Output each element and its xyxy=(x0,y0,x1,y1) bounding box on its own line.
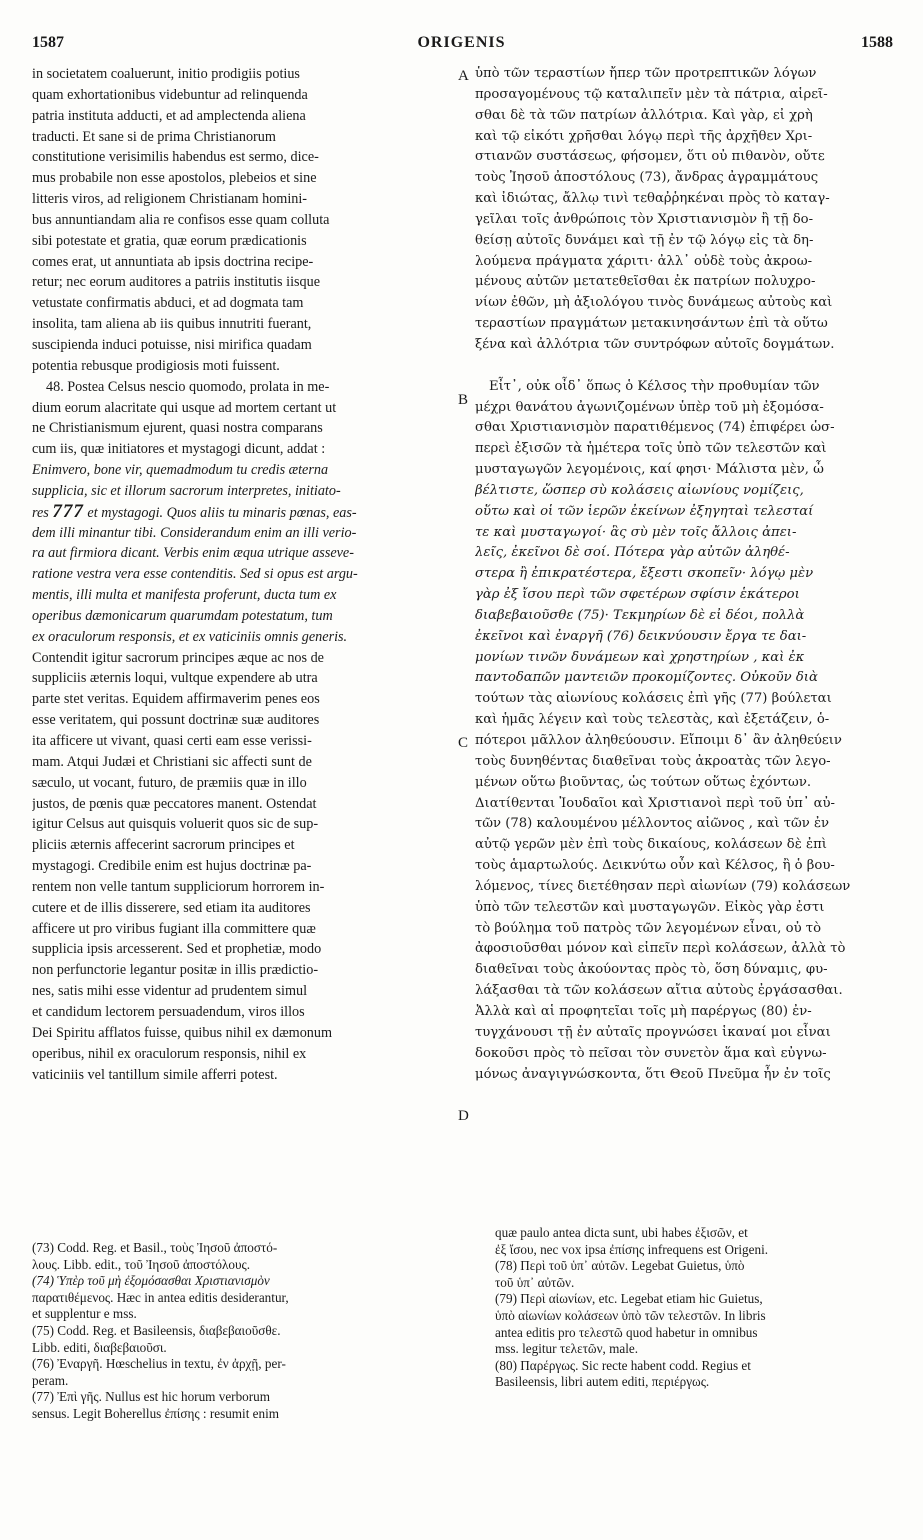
latin-line: parte stet veritas. Equidem affirmaverim penes eos xyxy=(32,691,320,708)
greek-italic-line: μονίων τινῶν δυνάμεων καὶ χρηστηρίων , καὶ ἐκ xyxy=(475,649,805,665)
greek-column xyxy=(475,64,895,1085)
footnote-line: sensus. Legit Boherellus ἐπίσης : resumit enim xyxy=(32,1405,280,1421)
latin-line: et candidum lectorem persuadendum, viros illos xyxy=(32,1003,305,1020)
latin-line: mystagogi. Credibile enim est hujus doctrinæ pa- xyxy=(32,858,312,875)
greek-italic-line: γὰρ ἐξ ἴσου περὶ τῶν σφετέρων σφίσιν ἑκάτεροι xyxy=(475,587,800,603)
footnote-line: Basileensis, libri autem editi, περιέργως. xyxy=(495,1374,710,1390)
greek-line: ξένα καὶ ἀλλότρια τῶν συντρόφων αὐτοῖς δογμάτων. xyxy=(475,336,835,352)
greek-italic-line: στερα ἢ ἐπικρατέστερα, ἔξεστι σκοπεῖν· λόγῳ μὲν xyxy=(475,566,814,582)
footnote-line: (78) Περὶ τοῦ ὑπ᾽ αὐτῶν. Legebat Guietus, ὑπὸ xyxy=(495,1258,745,1274)
greek-line: Εἶτ᾽, οὐκ οἶδ᾽ ὅπως ὁ Κέλσος τὴν προθυμίαν τῶν xyxy=(489,378,820,394)
footnote-line: παρατιθέμενος. Hæc in antea editis desiderantur, xyxy=(32,1289,289,1305)
footnote-line: antea editis pro τελεστῶ quod habetur in omnibus xyxy=(495,1324,758,1340)
latin-word: res xyxy=(32,504,49,521)
latin-line: litteris viros, ad religionem Christianam homini- xyxy=(32,191,308,208)
latin-line: pliciis æternis affecerint sacrorum principes et xyxy=(32,837,295,854)
latin-line: igitur Celsus aut quisquis voluerit quos sic de sup- xyxy=(32,816,319,833)
greek-line: Διατίθενται Ἰουδαῖοι καὶ Χριστιανοὶ περὶ τοῦ ὑπ᾽ αὐ- xyxy=(475,795,835,811)
greek-line: ὑπὸ τῶν τελεστῶν καὶ μυσταγωγῶν. Εἰκὸς γὰρ ἐστι xyxy=(475,899,825,915)
latin-line: quam exhortationibus videbuntur ad relinquenda xyxy=(32,86,308,103)
greek-line: καὶ ἡμᾶς λέγειν καὶ τοὺς τελεστὰς, καὶ ἐξετάζειν, ὁ- xyxy=(475,712,830,728)
latin-line: non perfunctorie legantur positæ in illis prædictio- xyxy=(32,962,319,979)
latin-line: mam. Atqui Judæi et Christiani sic affecti sunt de xyxy=(32,753,312,770)
latin-line: vetustate confirmatis abduci, et ad dogmata tam xyxy=(32,295,304,312)
footnote-line: (75) Codd. Reg. et Basileensis, διαβεβαιοῦσθε. xyxy=(32,1322,281,1338)
section-marker-c: C xyxy=(458,735,469,751)
greek-spacer xyxy=(475,356,895,377)
greek-italic-line: βέλτιστε, ὥσπερ σὺ κολάσεις αἰωνίους νομίζεις, xyxy=(475,482,804,498)
section-marker-d: D xyxy=(458,1108,469,1124)
latin-line: 48. Postea Celsus nescio quomodo, prolata in me- xyxy=(46,378,330,395)
footnote-line: et supplentur e mss. xyxy=(32,1306,137,1322)
latin-italic-line: ratione vestra vera esse contenditis. Sed si opus est argu- xyxy=(32,566,358,583)
latin-line: Contendit igitur sacrorum principes æque ac nos de xyxy=(32,649,324,666)
greek-line: διαθεῖναι τοὺς ἀκούοντας πρὸς τὸ, ὅση δύναμις, φυ- xyxy=(475,962,828,978)
greek-line: τυγχάνουσι τῇ ἐν αὐταῖς προγνώσει ἱκαναί μοι εἶναι xyxy=(475,1024,831,1040)
footnote-line: Libb. editi, διαβεβαιοῦσι. xyxy=(32,1339,167,1355)
footnote-line: peram. xyxy=(32,1372,69,1388)
latin-italic-line: supplicia, sic et illorum sacrorum interpretes, initiato- xyxy=(32,482,341,499)
greek-line: ὑπὸ τῶν τεραστίων ἤπερ τῶν προτρεπτικῶν λόγων xyxy=(475,66,817,81)
greek-italic-line: λεῖς, ἐκεῖνοι δὲ σοί. Πότερα γὰρ αὐτῶν ἀληθέ- xyxy=(475,545,790,561)
page-number-left: 1587 xyxy=(32,34,64,51)
greek-line: λάξασθαι τὰ τῶν κολάσεων αἴτια αὐτοὺς ἐργάσασθαι. xyxy=(475,983,843,999)
latin-line: sibi potestate et gratia, quæ eorum prædicationis xyxy=(32,232,307,249)
footnote-line: (74) Ὑπὲρ τοῦ μὴ ἐξομόσασθαι Χριστιανισμὸν xyxy=(32,1273,270,1289)
greek-line: καὶ τῷ εἰκότι χρῆσθαι λόγῳ περὶ τῆς ἀρχῆθεν Χρι- xyxy=(475,128,813,144)
latin-line: bus annuntiandam alia re confisos esse quam colluta xyxy=(32,211,330,228)
greek-line: αὐτῷ γερῶν μὲν ἐπὶ τοὺς δικαίους, κολάσεων δὲ ἐπὶ xyxy=(475,837,827,853)
latin-line: rentem non velle tantum suppliciorum horrorem in- xyxy=(32,878,325,895)
latin-line: vaticiniis vel tantillum simile afferri potest. xyxy=(32,1066,278,1083)
running-title: ORIGENIS xyxy=(417,34,506,51)
latin-column xyxy=(32,64,452,1085)
latin-line: dium eorum alacritate qui usque ad mortem certant ut xyxy=(32,399,337,416)
latin-line: in societatem coaluerunt, initio prodigiis potius xyxy=(32,66,300,82)
latin-line: constitutione verisimilis habendus est sermo, dice- xyxy=(32,149,319,166)
latin-line: sæculo, ut vocant, futuro, de præmiis quæ in illo xyxy=(32,774,307,791)
greek-line: Ἀλλὰ καὶ αἱ προφητεῖαι τοῖς μὴ παρέργως (80) ἐν- xyxy=(475,1003,812,1019)
footnote-line: (80) Παρέργως. Sic recte habent codd. Regius et xyxy=(495,1357,751,1373)
greek-line: τοὺς Ἰησοῦ ἀποστόλους (73), ἄνδρας ἀγραμμάτους xyxy=(475,170,819,186)
footnotes-left xyxy=(32,1240,462,1423)
greek-line: στιανῶν συστάσεως, φήσομεν, ὅτι οὐ πιθανὸν, οὔτε xyxy=(475,149,825,165)
footnote-line: (77) Ἐπὶ γῆς. Nullus est hic horum verborum xyxy=(32,1389,270,1405)
latin-line: mus probabile non esse apostolos, plebeios et sine xyxy=(32,170,317,187)
greek-line: τῶν (78) καλουμένου μέλλοντος αἰῶνος , καὶ τῶν ἐν xyxy=(475,816,830,832)
greek-line: περεὶ ἐξισῶν τὰ ἡμέτερα τοῖς ὑπὸ τῶν τελεστῶν καὶ xyxy=(475,441,827,457)
greek-line: μένων οὕτω βιοῦντας, ὡς τούτων οὕτως ἐχόντων. xyxy=(475,774,812,790)
greek-line: θείσῃ αὐτοῖς δυνάμει καὶ τῇ ἐν τῷ λόγῳ εἰς τὰ δη- xyxy=(475,232,814,248)
page-number-right: 1588 xyxy=(861,34,893,51)
latin-line: cutere et de illis disserere, sed etiam ita auditores xyxy=(32,899,311,916)
latin-italic-line: dem illi minantur tibi. Considerandum enim an illi verio- xyxy=(32,524,357,541)
footnote-line: ὑπὸ αἰωνίων κολάσεων ὑπὸ τῶν τελεστῶν. In libris xyxy=(495,1307,766,1323)
footnote-line: quæ paulo antea dicta sunt, ubi habes ἐξισῶν, et xyxy=(495,1225,748,1240)
latin-line: suppliciis æternis loqui, vultque expendere ab utra xyxy=(32,670,318,687)
greek-line: τεραστίων πραγμάτων μετακινησάντων ἐπὶ τὰ οὕτω xyxy=(475,316,828,332)
latin-italic-line: ex oraculorum responsis, et ex vaticiniis omnis generis. xyxy=(32,628,348,645)
latin-line: patria instituta adducti, et ad amplectenda aliena xyxy=(32,107,306,124)
greek-italic-line: ἐκεῖνοι καὶ ἐναργῆ (76) δεικνύουσιν ἔργα τε δαι- xyxy=(475,628,807,644)
latin-line: afficere ut pro viribus fugiant illa committere quæ xyxy=(32,920,316,937)
greek-italic-line: τε καὶ μυσταγωγοί· ἃς σὺ μὲν τοῖς ἄλλοις ἀπει- xyxy=(475,524,797,540)
latin-line: esse veritatem, qui possunt doctrinæ suæ auditores xyxy=(32,712,320,729)
greek-line: καὶ ἰδιώτας, ἄλλῳ τινὶ τεθαῤῥηκέναι πρὸς τὸ καταγ- xyxy=(475,191,830,207)
latin-line: ita afficere ut vivant, quasi certi eam esse verissi- xyxy=(32,733,312,749)
greek-line: μυσταγωγῶν λεγομένοις, καί φησι· Μάλιστα μὲν, ὦ xyxy=(475,462,824,478)
greek-line: νίων ἐθῶν, μὴ ἀξιολόγου τινὸς δυνάμεως αὐτοὺς καὶ xyxy=(475,295,833,311)
greek-line: λόμενος, τίνες διετέθησαν περὶ αἰωνίων (79) κολάσεων xyxy=(475,878,851,894)
greek-line: σθαι δὲ τὰ τῶν πατρίων ἀλλότρια. Καὶ γὰρ, εἰ χρὴ xyxy=(475,107,813,123)
latin-italic-line xyxy=(32,502,452,523)
greek-line: δοκοῦσι πρὸς τὸ πεῖσαι τὸν συνετὸν ἅμα καὶ εὐγνω- xyxy=(475,1045,827,1061)
latin-line: potentia rebusque prodigiosis moti fuissent. xyxy=(32,357,280,374)
greek-line: πότεροι μᾶλλον ἀληθεύουσιν. Εἴποιμι δ᾽ ἂν ἀληθεύειν xyxy=(475,733,842,748)
greek-line: τοὺς ἁμαρτωλούς. Δεικνύτω οὖν καὶ Κέλσος, ἢ ὁ βου- xyxy=(475,858,835,874)
footnote-line: λους. Libb. edit., τοῦ Ἰησοῦ ἀποστόλους. xyxy=(32,1256,251,1272)
latin-line: cum iis, quæ initiatores et mystagogi dicunt, addat : xyxy=(32,441,326,458)
greek-italic-line: παντοδαπῶν μαντειῶν προκομίζοντες. Οὐκοῦν διὰ xyxy=(475,670,818,686)
greek-italic-line: διαβεβαιοῦσθε (75)· Τεκμηρίων δὲ εἰ δέοι, πολλὰ xyxy=(475,607,805,623)
greek-line: μένους αὐτῶν μετατεθεῖσθαι ἐκ πατρίων πολυχρο- xyxy=(475,274,816,290)
greek-line: μέχρι θανάτου ἀγωνιζομένων ὑπὲρ τοῦ μὴ ἐξομόσα- xyxy=(475,399,824,415)
latin-line: nes, satis mihi esse videntur ad prudentem simul xyxy=(32,983,308,1000)
latin-line: ne Christianismum ejurent, quasi nostra comparans xyxy=(32,420,323,437)
greek-line: ἀφοσιοῦσθαι μόνον καὶ εἰπεῖν περὶ κολάσεων, ἀλλὰ τὸ xyxy=(475,941,846,957)
latin-line: supplicia ipsis arcesserent. Sed et prophetiæ, modo xyxy=(32,941,322,958)
greek-line: τὸ βούλημα τοῦ πατρὸς τῶν λεγομένων εἶναι, οὐ τὸ xyxy=(475,920,822,936)
latin-italic-line: ra aut firmiora dicant. Verbis enim æqua utrique asseve- xyxy=(32,545,354,562)
latin-italic-line: Enimvero, bone vir, quemadmodum tu credis æterna xyxy=(32,462,329,479)
page-header xyxy=(0,30,923,56)
latin-line: suscipienda induci potuisse, nisi mirifica quadam xyxy=(32,336,312,353)
latin-italic-line: mentis, illi multa et manifesta proferunt, ducta tum ex xyxy=(32,587,337,604)
section-marker-b: B xyxy=(458,392,469,408)
latin-italic-line: operibus dæmonicarum quarumdam potestatum, tum xyxy=(32,607,333,624)
footnote-line: ἐξ ἴσου, nec vox ipsa ἐπίσης infrequens est Origeni. xyxy=(495,1241,769,1257)
footnotes-right xyxy=(495,1225,905,1391)
footnote-line: τοῦ ὑπ᾽ αὐτῶν. xyxy=(495,1274,575,1290)
greek-line: λούμενα πράγματα χάριτι· ἀλλ᾽ οὐδὲ τοὺς ἀκροω- xyxy=(475,253,813,269)
column-number: 777 xyxy=(52,500,84,522)
greek-line: σθαι Χριστιανισμὸν παρατιθέμενος (74) ἐπιφέρει ὡσ- xyxy=(475,420,835,436)
footnote-line: (76) Ἐναργῆ. Hœschelius in textu, ἐν ἀρχῇ, per- xyxy=(32,1356,286,1372)
greek-line: προσαγομένους τῷ καταλιπεῖν μὲν τὰ πάτρια, αἱρεῖ- xyxy=(475,86,828,102)
section-marker-a: A xyxy=(458,68,469,84)
latin-line: Dei Spiritu afflatos fuisse, quibus nihil ex dæmonum xyxy=(32,1024,333,1041)
latin-line: justos, de pœnis quæ peccatores manent. Ostendat xyxy=(32,795,317,812)
greek-line: μόνως ἀναγιγνώσκοντα, ὅτι Θεοῦ Πνεῦμα ἦν ἐν τοῖς xyxy=(475,1066,831,1082)
greek-line: τοὺς δυνηθέντας διαθεῖναι τοὺς ἀκροατὰς τῶν λεγο- xyxy=(475,753,831,769)
latin-text: et mystagogi. Quos aliis tu minaris pœnas, eas- xyxy=(87,504,357,521)
latin-line: insolita, tam aliena ab iis quibus innutriti fuerant, xyxy=(32,316,312,333)
latin-line: comes erat, ut annuntiata ab ipsis doctrina recipe- xyxy=(32,253,314,270)
footnote-line: (73) Codd. Reg. et Basil., τοὺς Ἰησοῦ ἀποστό- xyxy=(32,1240,278,1255)
greek-italic-line: οὕτω καὶ οἱ τῶν ἱερῶν ἐκείνων ἐξηγηταὶ τελεσταί xyxy=(475,503,814,519)
latin-line: traducti. Et sane si de prima Christianorum xyxy=(32,128,276,145)
greek-line: τούτων τὰς αἰωνίους κολάσεις ἐπὶ γῆς (77) βούλεται xyxy=(475,691,832,707)
latin-line: retur; nec eorum auditores a patriis institutis iisque xyxy=(32,274,321,291)
greek-line: γεῖλαι τοῖς ἀνθρώποις τὸν Χριστιανισμὸν ἢ τῇ δο- xyxy=(475,211,814,227)
footnote-line: mss. legitur τελετῶν, male. xyxy=(495,1341,639,1357)
footnote-line: (79) Περὶ αἰωνίων, etc. Legebat etiam hic Guietus, xyxy=(495,1291,763,1307)
latin-line: operibus, nihil ex oraculorum responsis, nihil ex xyxy=(32,1045,307,1062)
